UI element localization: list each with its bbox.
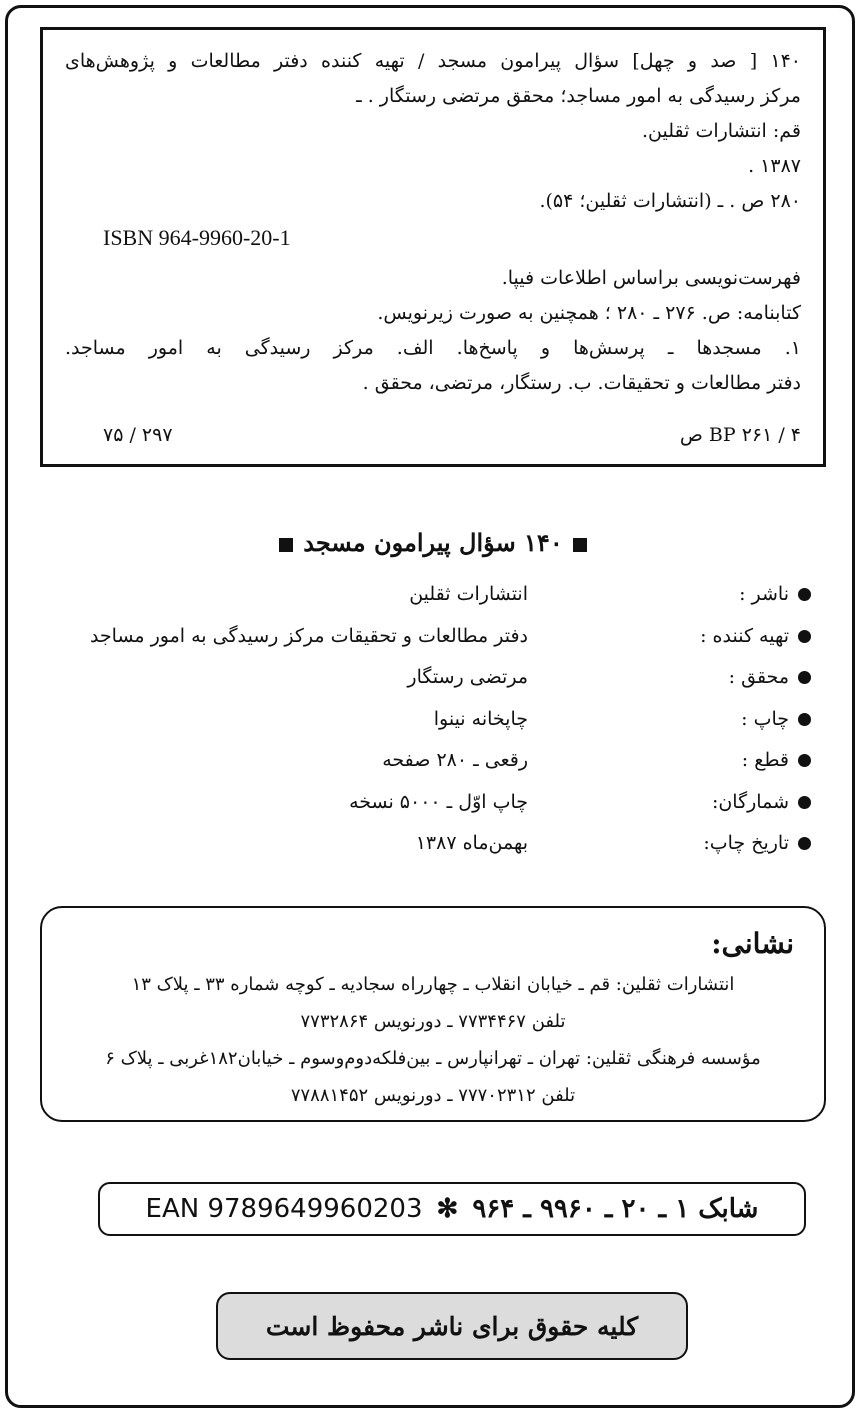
address-title: نشانی: xyxy=(711,927,794,960)
bullet-icon xyxy=(798,630,811,643)
copyright-text: کلیه حقوق برای ناشر محفوظ است xyxy=(265,1311,639,1341)
catalog-line-subjects-cont: دفتر مطالعات و تحقیقات. ب. رستگار، مرتضی، محقق . xyxy=(362,372,801,394)
book-specs-list xyxy=(71,574,811,865)
spec-row-printer xyxy=(71,699,811,741)
spec-label: شمارگان: xyxy=(711,790,789,813)
catalog-line-title: ۱۴۰ [ صد و چهل] سؤال پیرامون مسجد / تهیه کننده دفتر مطالعات و پژوهش‌های xyxy=(65,50,801,72)
isbn-box xyxy=(98,1182,806,1236)
spec-value: مرتضی رستگار xyxy=(407,666,528,688)
address-box xyxy=(40,906,826,1122)
spec-value: انتشارات ثقلین xyxy=(409,583,528,605)
shabak-code: شابک ۱ ـ ۲۰ ـ ۹۹۶۰ ـ ۹۶۴ xyxy=(472,1194,759,1224)
spec-label: چاپ : xyxy=(741,707,789,730)
address-line: مؤسسه فرهنگی ثقلین: تهران ـ تهرانپارس ـ بین‌فلکه‌دوم‌وسوم ـ خیابان۱۸۲غربی ـ پلاک ۶ xyxy=(105,1048,761,1069)
catalog-classification xyxy=(103,420,801,450)
catalog-line-subjects: ۱. مسجدها ـ پرسش‌ها و پاسخ‌ها. الف. مرکز رسیدگی به امور مساجد. xyxy=(65,337,801,359)
square-bullet-icon xyxy=(279,538,293,552)
star-separator-icon: ✻ xyxy=(436,1194,459,1224)
spec-value: دفتر مطالعات و تحقیقات مرکز رسیدگی به امور مساجد xyxy=(89,624,528,647)
spec-row-print-date xyxy=(71,823,811,865)
ean-code: EAN 9789649960203 xyxy=(145,1194,423,1224)
class-number: BP ۲۶۱ / ۴ ص xyxy=(679,424,801,446)
spec-row-publisher xyxy=(71,574,811,616)
book-title-text: ۱۴۰ سؤال پیرامون مسجد xyxy=(303,528,563,557)
spec-value: بهمن‌ماه ۱۳۸۷ xyxy=(415,832,528,854)
catalog-line-publisher: قم: انتشارات ثقلین. xyxy=(641,120,801,142)
bullet-icon xyxy=(798,713,811,726)
spec-value: چاپخانه نینوا xyxy=(433,707,528,730)
catalog-record-box xyxy=(40,27,826,467)
spec-label: قطع : xyxy=(741,749,789,771)
spec-label: محقق : xyxy=(728,666,789,688)
address-phone: تلفن ۷۷۳۴۴۶۷ ـ دورنویس ۷۷۳۲۸۶۴ xyxy=(300,1011,566,1032)
bullet-icon xyxy=(798,837,811,850)
bullet-icon xyxy=(798,588,811,601)
catalog-line-author: مرکز رسیدگی به امور مساجد؛ محقق مرتضی رستگار . ـ xyxy=(356,85,801,107)
catalog-line-bibliography: کتابنامه: ص. ۲۷۶ ـ ۲۸۰ ؛ همچنین به صورت زیرنویس. xyxy=(377,302,801,324)
book-title xyxy=(0,528,866,557)
catalog-line-year: ۱۳۸۷ . xyxy=(748,155,801,177)
spec-row-format xyxy=(71,740,811,782)
spec-row-preparer xyxy=(71,616,811,658)
spec-row-researcher xyxy=(71,657,811,699)
dewey-number: ۲۹۷ / ۷۵ xyxy=(103,424,173,446)
address-line: انتشارات ثقلین: قم ـ خیابان انقلاب ـ چهارراه سجادیه ـ کوچه شماره ۳۳ ـ پلاک ۱۳ xyxy=(131,974,735,995)
address-phone: تلفن ۷۷۷۰۲۳۱۲ ـ دورنویس ۷۷۸۸۱۴۵۲ xyxy=(290,1085,576,1106)
catalog-line-fipa: فهرست‌نویسی براساس اطلاعات فیپا. xyxy=(501,267,801,289)
bullet-icon xyxy=(798,796,811,809)
spec-label: تاریخ چاپ: xyxy=(703,832,789,854)
square-bullet-icon xyxy=(573,538,587,552)
catalog-line-isbn: ISBN 964-9960-20-1 xyxy=(103,225,291,250)
spec-label: ناشر : xyxy=(739,583,789,605)
bullet-icon xyxy=(798,754,811,767)
spec-label: تهیه کننده : xyxy=(700,624,789,647)
spec-value: رقعی ـ ۲۸۰ صفحه xyxy=(382,749,528,771)
bullet-icon xyxy=(798,671,811,684)
copyright-notice xyxy=(216,1292,688,1360)
spec-row-circulation xyxy=(71,782,811,824)
catalog-line-pages: ۲۸۰ ص . ـ (انتشارات ثقلین؛ ۵۴). xyxy=(539,190,801,212)
spec-value: چاپ اوّل ـ ۵۰۰۰ نسخه xyxy=(349,790,528,813)
